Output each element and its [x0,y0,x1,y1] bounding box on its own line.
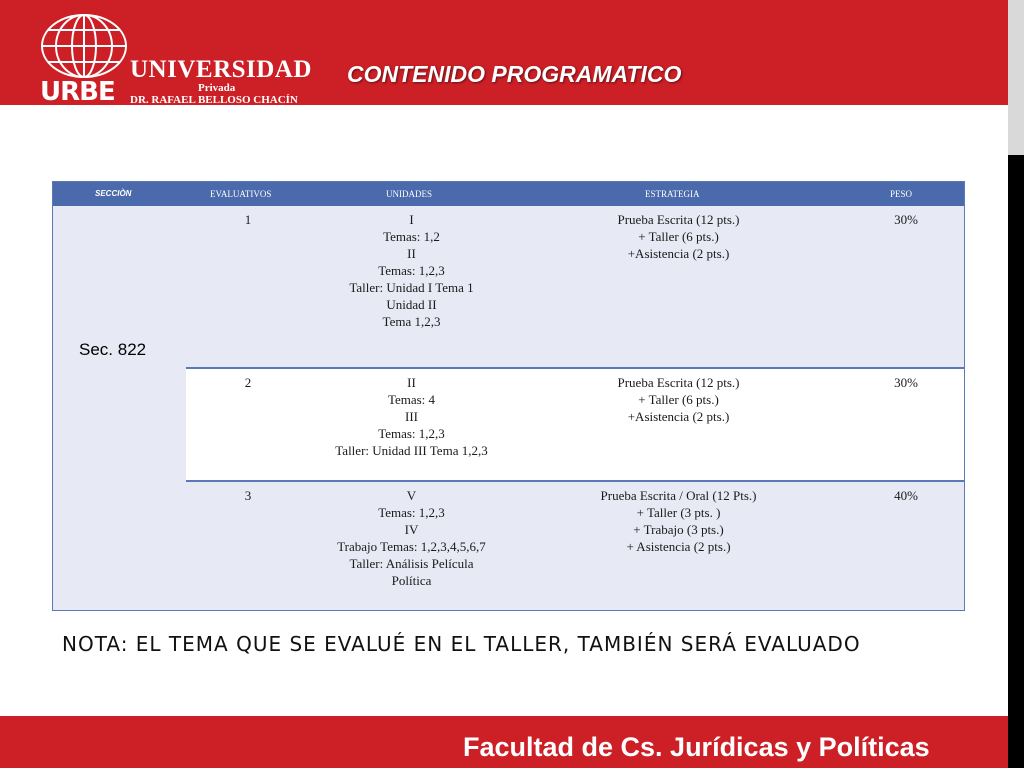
evaluativo-cell: 2 [244,375,252,390]
column-header-unidades: UNIDADES [386,189,432,199]
globe-icon [38,8,130,78]
unidades-line: Temas: 1,2 [383,229,440,244]
estrategia-line: Prueba Escrita (12 pts.) [617,375,740,390]
unidades-line: I [409,212,414,227]
program-table [52,181,965,611]
unidades-line: Trabajo Temas: 1,2,3,4,5,6,7 [337,539,486,554]
logo-mark: URBE [40,77,115,107]
note-text: NOTA: EL TEMA QUE SE EVALUÉ EN EL TALLER, TAMBIÉN SERÁ EVALUADO [62,632,861,656]
unidades-line: IV [404,522,419,537]
column-header-seccion: SECCIÒN [95,189,132,198]
unidades-line: II [407,375,416,390]
column-header-evaluativos: EVALUATIVOS [210,189,272,199]
estrategia-cell [576,487,781,555]
peso-cell: 40% [894,488,918,503]
unidades-line: Taller: Unidad I Tema 1 [349,280,474,295]
unidades-line: Temas: 1,2,3 [378,505,445,520]
estrategia-cell [576,374,781,425]
section-cell [53,206,186,610]
unidades-line: II [407,246,416,261]
unidades-line: Temas: 4 [387,392,436,407]
estrategia-line: + Taller (3 pts. ) [636,505,721,520]
peso-cell: 30% [894,212,918,227]
unidades-line: Política [391,573,432,588]
estrategia-line: + Taller (6 pts.) [638,392,719,407]
table-row [186,206,964,369]
unidades-line: Taller: Análisis Película [349,556,474,571]
unidades-line: Temas: 1,2,3 [378,263,445,278]
faculty-footer: Facultad de Cs. Jurídicas y Políticas [463,732,930,762]
table-header-row [53,182,964,206]
right-edge-strip [1008,0,1024,155]
estrategia-line: Prueba Escrita (12 pts.) [617,212,740,227]
estrategia-line: +Asistencia (2 pts.) [627,409,730,424]
unidades-cell [306,211,517,330]
unidades-line: Unidad II [386,297,437,312]
estrategia-line: + Asistencia (2 pts.) [626,539,731,554]
table-row [186,369,964,482]
section-label: Sec. 822 [79,340,147,359]
page-title: CONTENIDO PROGRAMATICO [347,61,682,87]
university-logo [38,8,318,107]
evaluativo-cell: 3 [244,488,252,503]
unidades-line: Temas: 1,2,3 [378,426,445,441]
logo-subtitle: Privada [198,82,236,94]
logo-subtitle-name: DR. RAFAEL BELLOSO CHACÍN [130,94,298,106]
unidades-line: Tema 1,2,3 [382,314,441,329]
unidades-cell [306,487,517,589]
estrategia-line: + Taller (6 pts.) [638,229,719,244]
unidades-line: Taller: Unidad III Tema 1,2,3 [335,443,488,458]
right-edge-strip-dark [1008,155,1024,768]
unidades-line: V [406,488,417,503]
estrategia-cell [576,211,781,262]
evaluativo-cell: 1 [244,212,252,227]
column-header-peso: PESO [890,189,913,199]
column-header-estrategia: ESTRATEGIA [645,189,700,199]
unidades-cell [306,374,517,459]
logo-name: UNIVERSIDAD [130,56,312,83]
estrategia-line: + Trabajo (3 pts.) [633,522,724,537]
unidades-line: III [405,409,418,424]
estrategia-line: Prueba Escrita / Oral (12 Pts.) [600,488,757,503]
table-row [186,482,964,610]
estrategia-line: +Asistencia (2 pts.) [627,246,730,261]
peso-cell: 30% [894,375,918,390]
